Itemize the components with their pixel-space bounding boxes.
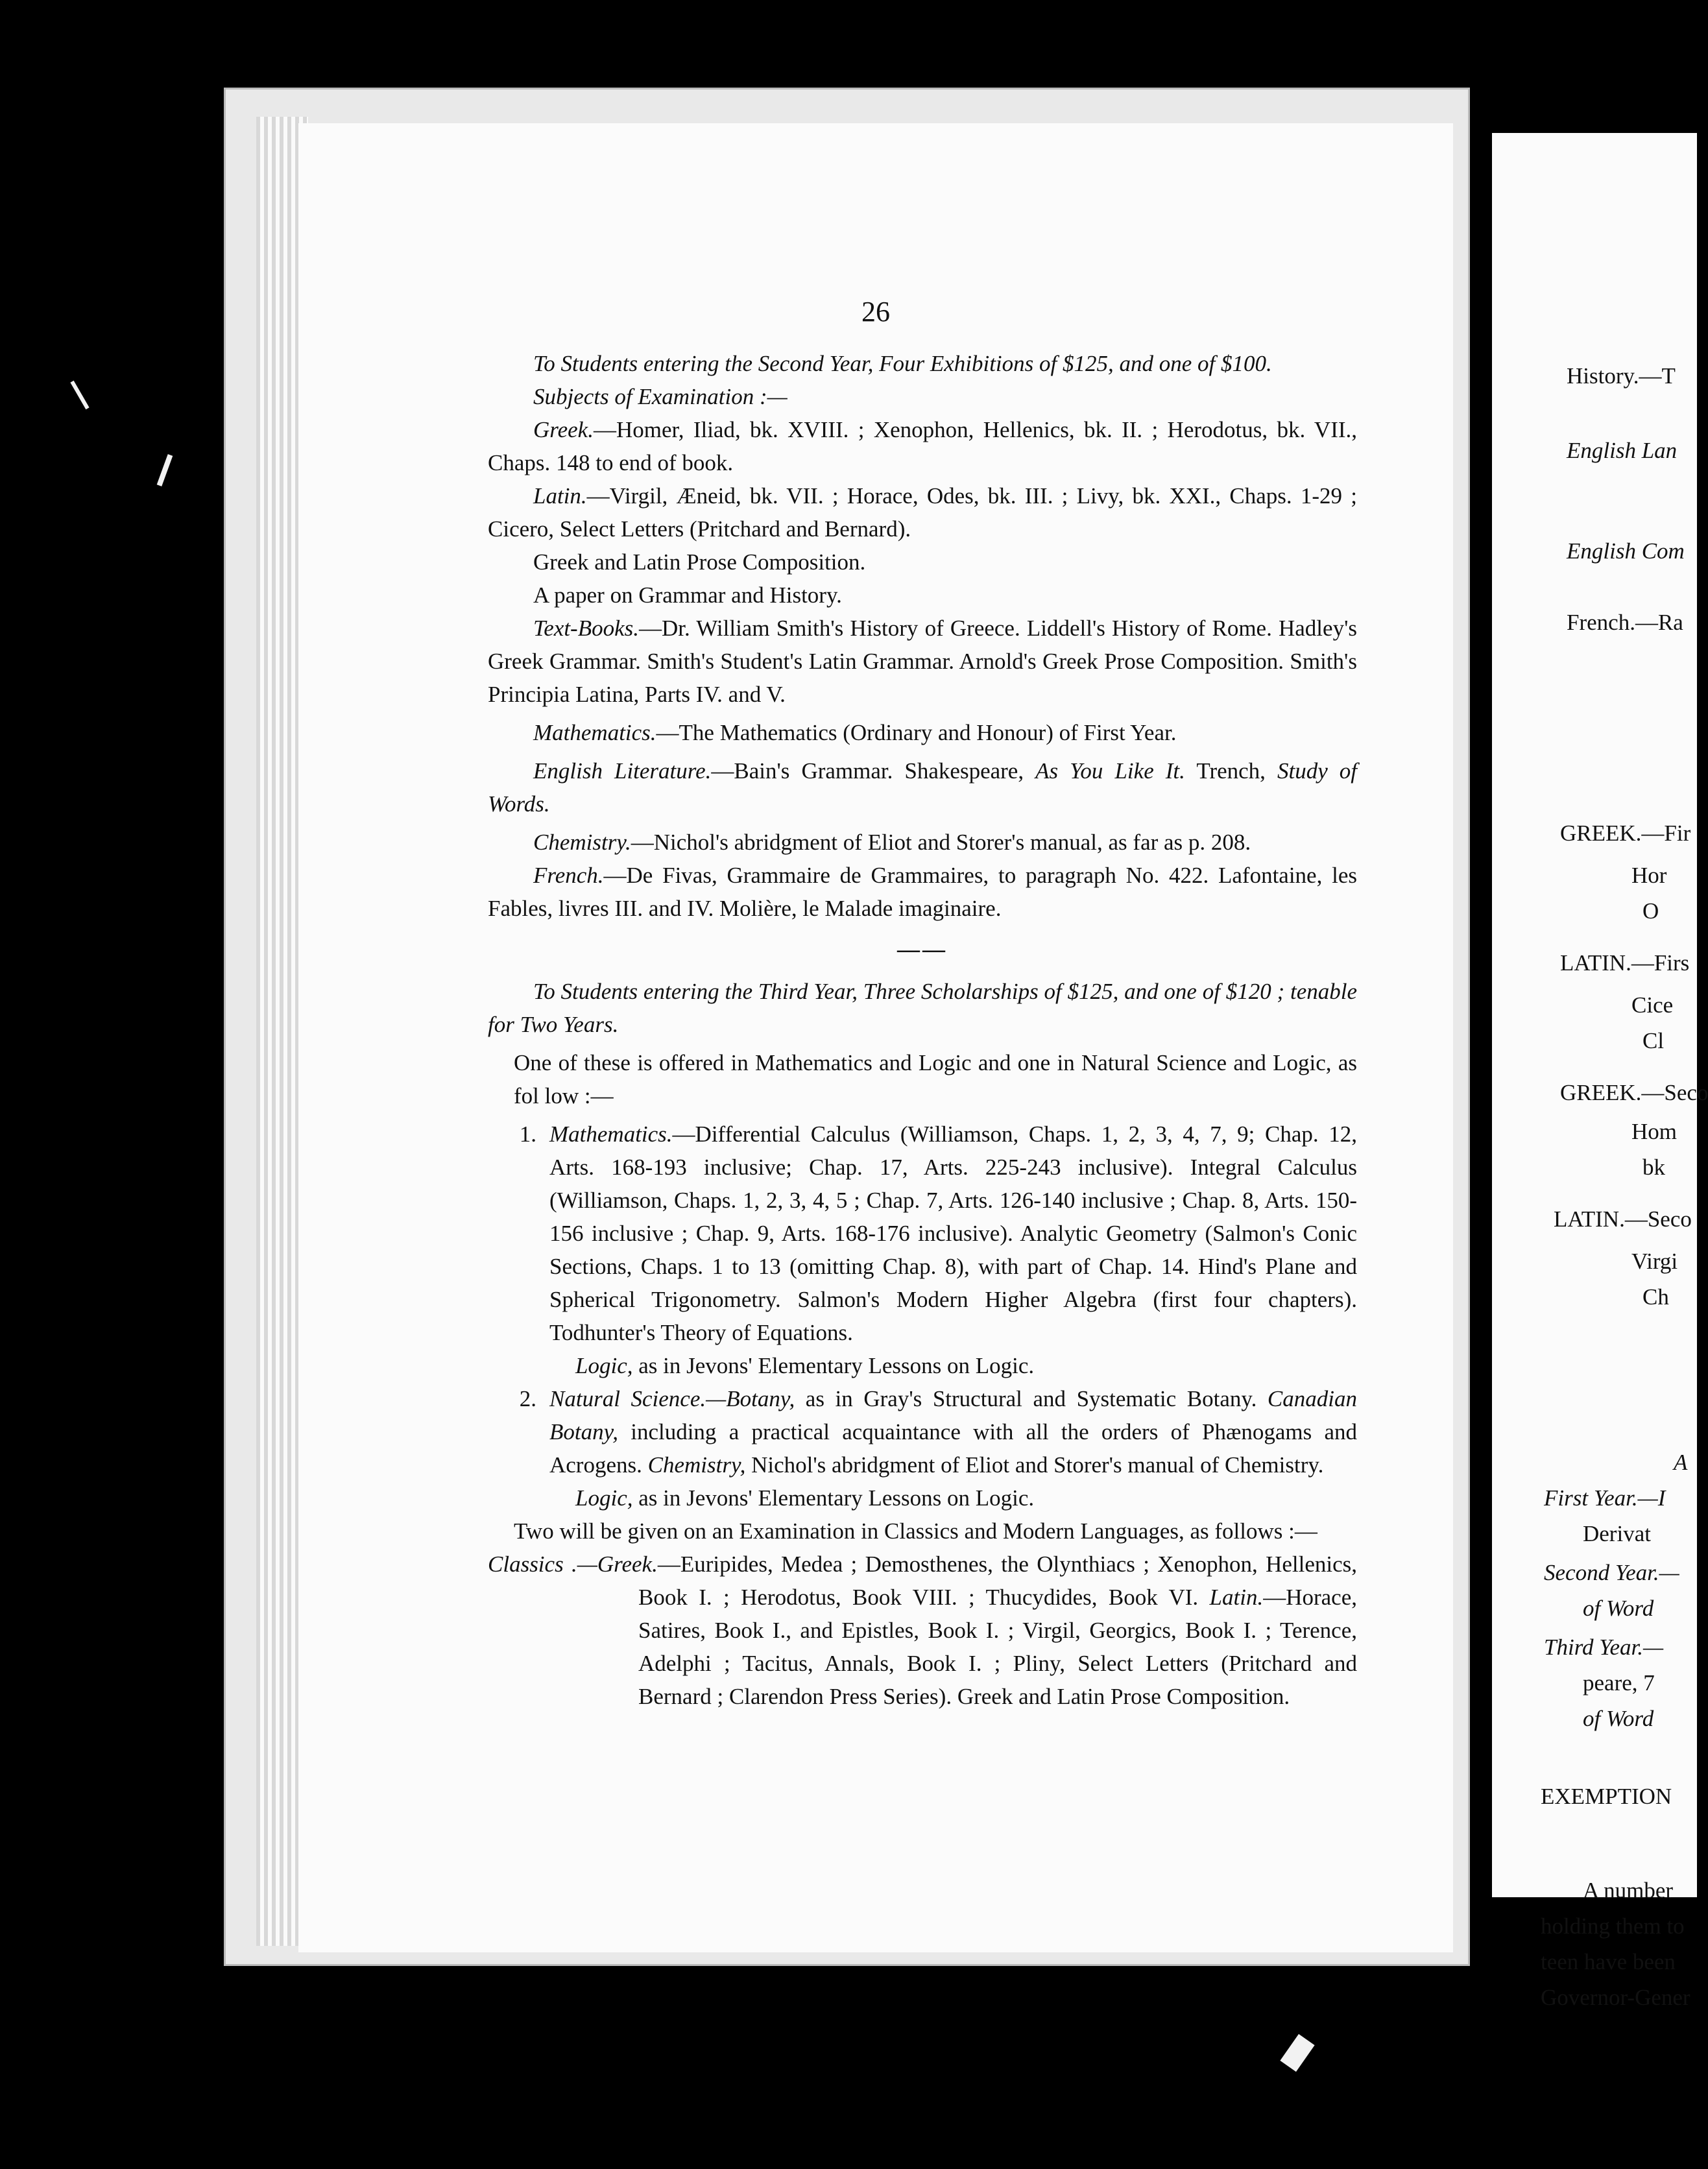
second-year-heading: To Students entering the Second Year, Four Exhibitions of $125, and one of $100. [533,351,1272,376]
rp-line: First Year.—I [1544,1485,1666,1511]
chemistry-paragraph: Chemistry.—Nichol's abridgment of Eliot and Storer's manual, as far as p. 208. [533,830,1251,855]
rp-line: A number [1583,1878,1674,1903]
page-body [488,347,1357,1713]
logic-line: Logic, as in Jevons' Elementary Lessons on Logic. [575,1353,1035,1378]
english-paragraph: English Literature.—Bain's Grammar. Shakespeare, As You Like It. Trench, Study of Words. [488,758,1358,817]
scan-speck [70,381,89,410]
subjects-label: Subjects of Examination :— [533,384,788,409]
natural-science-item: 2. Natural Science.—Botany, as in Gray's Structural and Systematic Botany. Canadian Botany, including a practical acquaintance with all the orders of Phænogams and Acrogens. Chemistry, Nichol's abridgment of Eliot and Storer's manual of Chemistry. [488,1382,1357,1481]
rp-line: Derivat [1583,1521,1651,1546]
right-page-fragment [1492,133,1708,2010]
rp-line: Third Year.— [1544,1635,1664,1660]
third-year-heading: To Students entering the Third Year, Three Scholarships of $125, and one of $120 ; tenable for Two Years. [488,979,1357,1037]
page-number: 26 [861,296,890,328]
mathematics-item: 1. Mathematics.—Differential Calculus (Williamson, Chaps. 1, 2, 3, 4, 7, 9; Chap. 12, Arts. 168-193 inclusive; Chap. 17, Arts. 225-243 inclusive). Integral Calculus (Williamson, Chaps. 1, 2, 3, 4, 5 ; Chap. 7, Arts. 126-140 inclusive ; Chap. 8, Arts. 150-156 inclusive ; Chap. 9, Arts. 168-176 inclusive). Analytic Geometry (Salmon's Conic Sections, Chaps. 1 to 13 (omitting Chap. 8), with part of Chap. 14. Hind's Plane and Spherical Trigonometry. Salmon's Modern Higher Algebra (first four chapters). Todhunter's Theory of Equations. [488,1118,1357,1349]
rp-line: Hom [1631,1119,1677,1144]
scan-speck [1280,2034,1314,2072]
rp-line: EXEMPTION [1541,1784,1672,1809]
section-separator: —— [897,937,948,962]
rp-line: A [1674,1450,1688,1475]
rp-line: Cice [1631,992,1674,1018]
rp-line: French.—Ra [1567,610,1683,635]
french-paragraph: French.—De Fivas, Grammaire de Grammaires, to paragraph No. 422. Lafontaine, les Fables, livres III. and IV. Molière, le Malade imaginaire. [488,863,1357,921]
rp-line: of Word [1583,1706,1654,1731]
left-page [298,123,1453,1952]
greek-paragraph: Greek.—Homer, Iliad, bk. XVIII. ; Xenophon, Hellenics, bk. II. ; Herodotus, bk. VII., Chaps. 148 to end of book. [488,417,1357,475]
rp-line: holding them to [1541,1913,1685,1939]
rp-line: peare, 7 [1583,1670,1655,1696]
rp-line: teen have been [1541,1949,1676,1974]
prose-paragraph: Greek and Latin Prose Composition. [533,549,866,575]
rp-line: Cl [1642,1028,1665,1053]
textbooks-paragraph: Text-Books.—Dr. William Smith's History of Greece. Liddell's History of Rome. Hadley's Greek Grammar. Smith's Student's Latin Grammar. Arnold's Greek Prose Composition. Smith's Principia Latina, Parts IV. and V. [488,616,1357,707]
rp-line: English Lan [1567,438,1678,463]
rp-line: English Com [1567,538,1685,564]
rp-line: Governor-Gener [1541,1985,1690,2010]
rp-line: Hor [1631,863,1667,888]
rp-line: GREEK.—Fir [1560,821,1691,846]
rp-line: Virgi [1631,1249,1678,1274]
third-year-intro: One of these is offered in Mathematics and Logic and one in Natural Science and Logic, as fol low :— [514,1050,1357,1108]
rp-line: GREEK.—Seco [1560,1080,1708,1105]
two-will-paragraph: Two will be given on an Examination in Classics and Modern Languages, as follows :— [514,1518,1317,1544]
logic-line: Logic, as in Jevons' Elementary Lessons on Logic. [575,1485,1035,1511]
rp-line: of Word [1583,1596,1654,1621]
rp-line: History.—T [1567,363,1676,389]
scan-speck [157,454,173,486]
rp-line: bk [1642,1155,1665,1180]
rp-line: Ch [1642,1284,1669,1310]
rp-line: LATIN.—Seco [1554,1206,1692,1232]
rp-line: Second Year.— [1544,1560,1679,1585]
latin-paragraph: Latin.—Virgil, Æneid, bk. VII. ; Horace, Odes, bk. III. ; Livy, bk. XXI., Chaps. 1-29 ; Cicero, Select Letters (Pritchard and Bernard). [488,483,1357,542]
item-number: 1. [519,1121,536,1147]
grammar-paragraph: A paper on Grammar and History. [533,582,842,608]
rp-line: O [1642,898,1659,924]
rp-line: LATIN.—Firs [1560,950,1690,976]
item-number: 2. [519,1386,536,1411]
math-paragraph: Mathematics.—The Mathematics (Ordinary and Honour) of First Year. [533,720,1177,745]
classics-paragraph: Classics .—Greek.—Euripides, Medea ; Demosthenes, the Olynthiacs ; Xenophon, Hellenics, Book I. ; Herodotus, Book VIII. ; Thucydides, Book VI. Latin.—Horace, Satires, Book I., and Epistles, Book I. ; Virgil, Georgics, Book I. ; Terence, Adelphi ; Tacitus, Annals, Book I. ; Pliny, Select Letters (Pritchard and Bernard ; Clarendon Press Series). Greek and Latin Prose Composition. [488,1552,1358,1709]
